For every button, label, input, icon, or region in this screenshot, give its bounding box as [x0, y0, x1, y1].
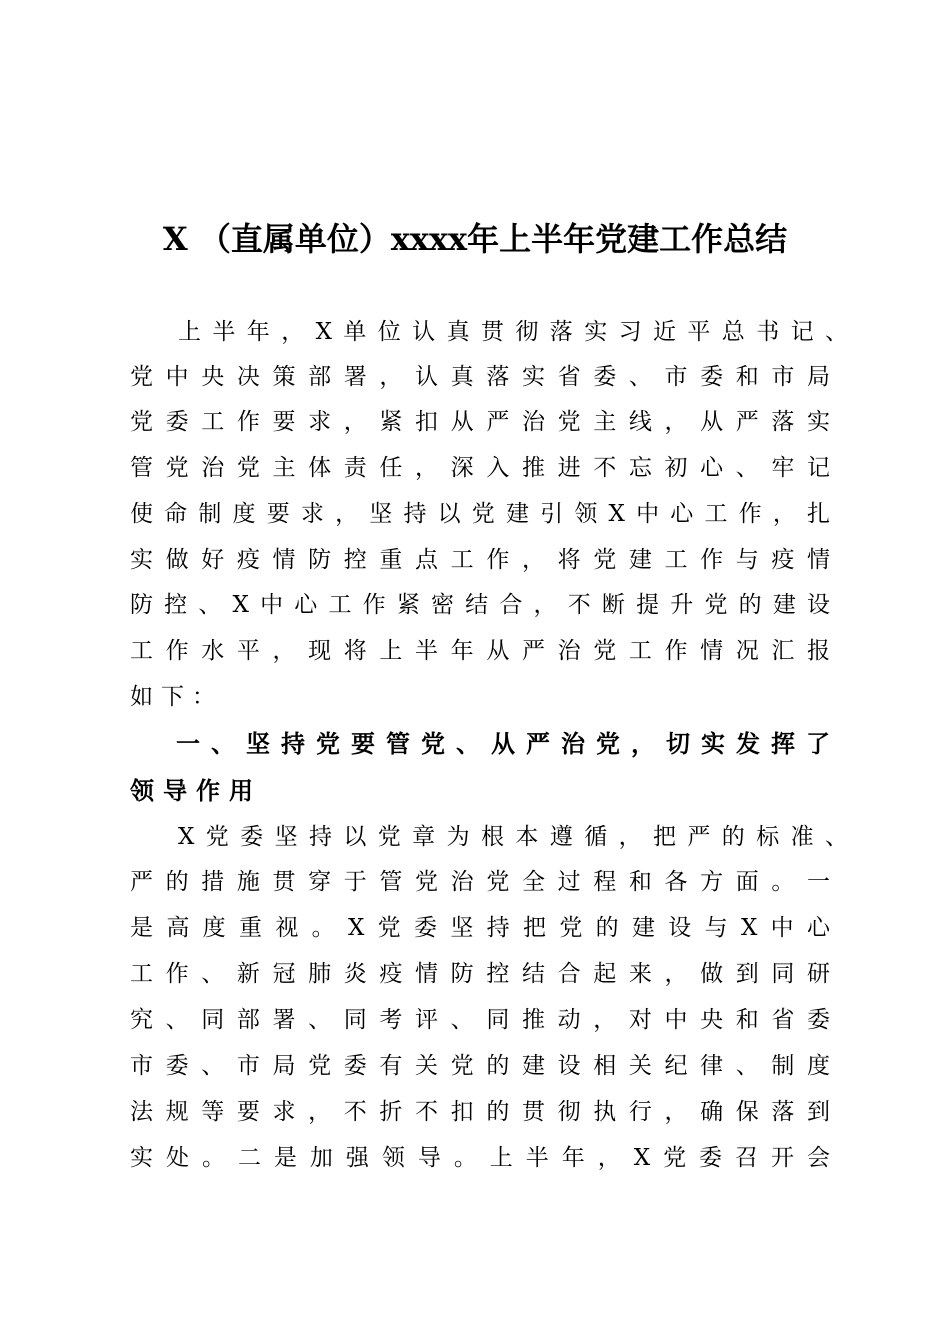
intro-line-9: 如下： [130, 684, 223, 710]
section-body-line-4: 工作、新冠肺炎疫情防控结合起来，做到同研 [130, 961, 830, 987]
intro-line-6: 实做好疫情防控重点工作，将党建工作与疫情 [130, 547, 830, 573]
section-body-line-3: 是高度重视。X党委坚持把党的建设与X中心 [130, 915, 830, 941]
section-body-line-8: 实处。二是加强领导。上半年，X党委召开会 [130, 1145, 830, 1171]
section-body-line-7: 法规等要求，不折不扣的贯彻执行，确保落到 [130, 1099, 830, 1125]
intro-line-7: 防控、X中心工作紧密结合，不断提升党的建设 [130, 592, 830, 618]
intro-line-1: 上半年，X单位认真贯彻落实习近平总书记、 [178, 319, 848, 345]
intro-line-5: 使命制度要求，坚持以党建引领X中心工作，扎 [130, 501, 830, 527]
document-title: X （直属单位）xxxx年上半年党建工作总结 [162, 220, 788, 258]
intro-line-8: 工作水平，现将上半年从严治党工作情况汇报 [130, 638, 830, 664]
intro-line-2: 党中央决策部署，认真落实省委、市委和市局 [130, 364, 830, 390]
section-heading-line-1: 一、坚持党要管党、从严治党，切实发挥了 [176, 730, 830, 758]
section-body-line-5: 究、同部署、同考评、同推动，对中央和省委 [130, 1007, 830, 1033]
section-body-line-2: 严的措施贯穿于管党治党全过程和各方面。一 [130, 869, 830, 895]
section-body-line-1: X党委坚持以党章为根本遵循，把严的标准、 [178, 824, 848, 850]
section-heading-line-2: 领导作用 [130, 777, 262, 805]
section-body-line-6: 市委、市局党委有关党的建设相关纪律、制度 [130, 1053, 830, 1079]
intro-line-3: 党委工作要求，紧扣从严治党主线，从严落实 [130, 409, 830, 435]
intro-line-4: 管党治党主体责任，深入推进不忘初心、牢记 [130, 455, 830, 481]
